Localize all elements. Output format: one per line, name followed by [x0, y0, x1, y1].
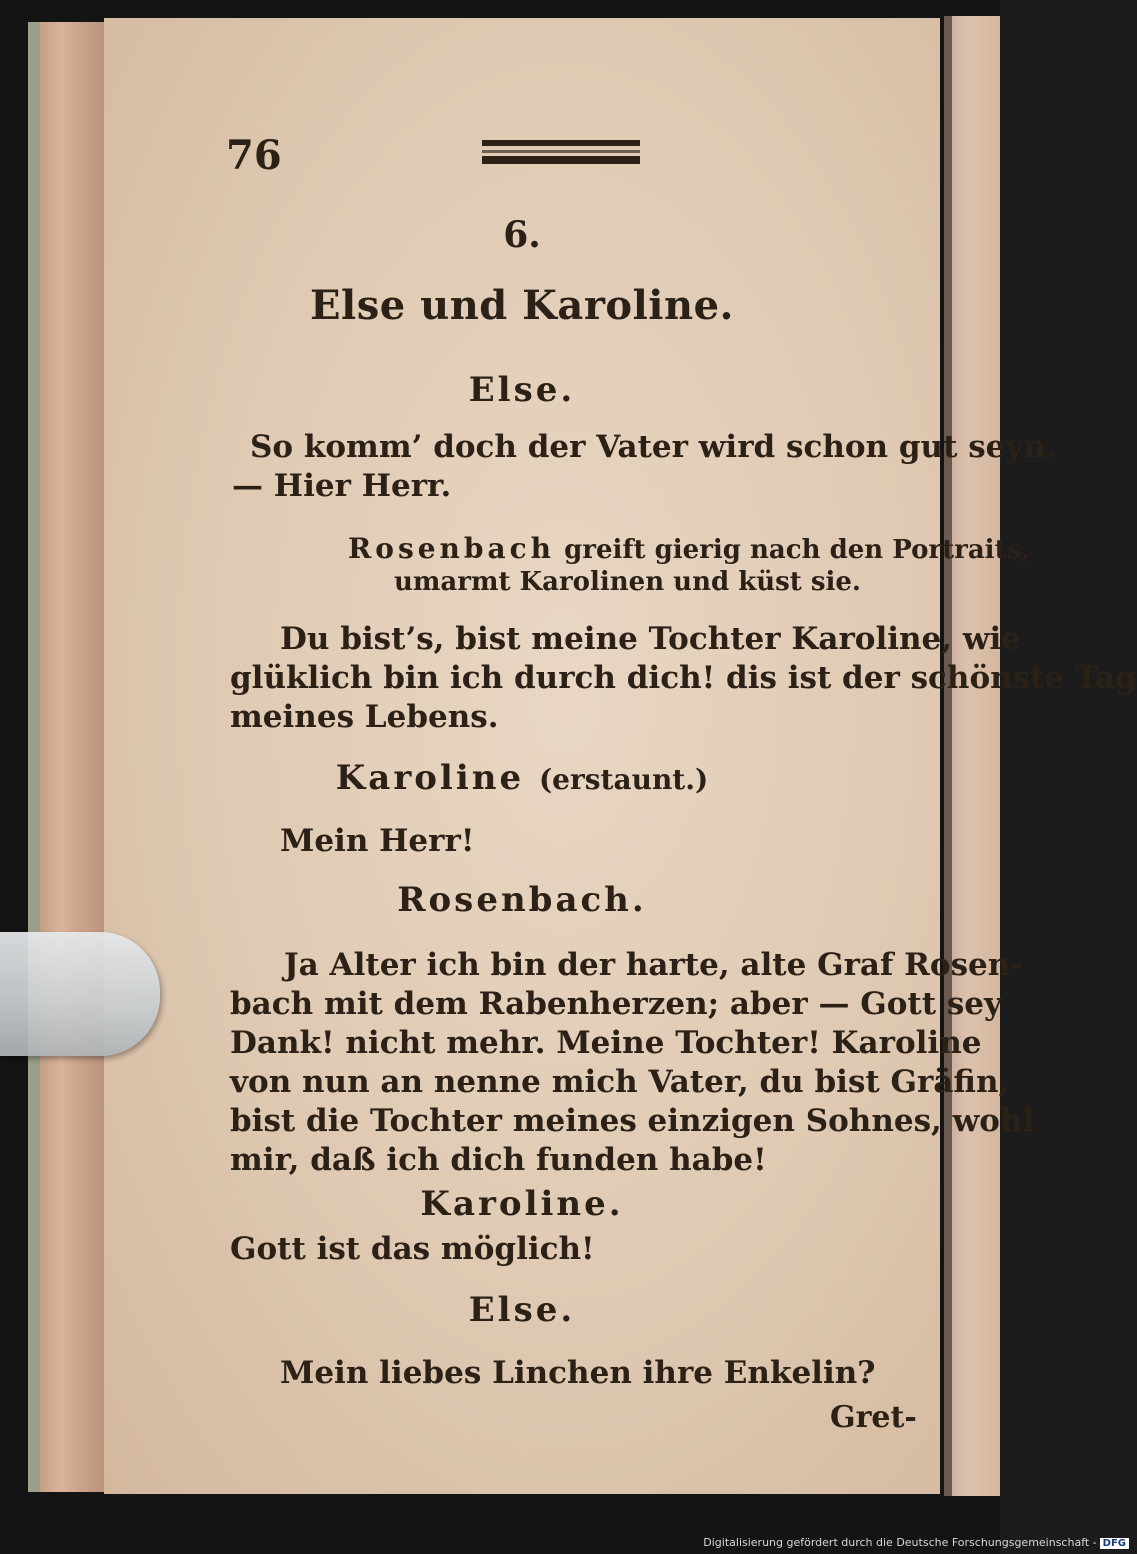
- stage-direction: [348, 532, 1030, 567]
- book-gutter: [944, 16, 952, 1496]
- page-number: 76: [226, 132, 282, 179]
- text-line: Mein Herr!: [280, 823, 475, 859]
- text-line: Gott ist das möglich!: [230, 1231, 595, 1267]
- text-line: Dank! nicht mehr. Meine Tochter! Karoline: [230, 1025, 982, 1061]
- text-line: bist die Tochter meines einzigen Sohnes, wohl: [230, 1103, 1035, 1139]
- stage-character-name: Rosenbach: [348, 532, 556, 565]
- catchword: Gret-: [830, 1400, 917, 1435]
- text-line: mir, daß ich dich funden habe!: [230, 1142, 767, 1178]
- scene-title: Else und Karoline.: [310, 282, 734, 329]
- text-line: — Hier Herr.: [232, 468, 452, 504]
- speaker-name: Karoline: [335, 758, 525, 798]
- text-line: So komm’ doch der Vater wird schon gut seyn.: [250, 429, 1057, 465]
- speaker-karoline: Karoline.: [420, 1184, 624, 1224]
- header-rule: [482, 140, 640, 166]
- dfg-logo: DFG: [1100, 1538, 1129, 1549]
- facing-page: [944, 16, 1000, 1496]
- stage-direction-line: umarmt Karolinen und küst sie.: [394, 567, 861, 597]
- bookmark-clip: [0, 932, 160, 1056]
- speaker-else: Else.: [468, 370, 576, 410]
- stage-text: greift gierig nach den Portraits,: [564, 535, 1031, 565]
- speaker-else: Else.: [468, 1290, 576, 1330]
- digitization-credit: [703, 1536, 1129, 1549]
- page-block-edge: [40, 22, 110, 1492]
- rule-line-top: [482, 140, 640, 146]
- rule-line-bottom: [482, 156, 640, 164]
- speaker-note: (erstaunt.): [538, 763, 709, 796]
- text-line: meines Lebens.: [230, 699, 499, 735]
- text-line: Ja Alter ich bin der harte, alte Graf Rosen-: [284, 947, 1024, 983]
- text-line: glüklich bin ich durch dich! dis ist der schönste Tag: [230, 660, 1137, 696]
- text-line: Du bist’s, bist meine Tochter Karoline, wie: [280, 621, 1022, 657]
- credit-text: Digitalisierung gefördert durch die Deutsche Forschungsgemeinschaft -: [703, 1536, 1097, 1549]
- text-line: bach mit dem Rabenherzen; aber — Gott sey: [230, 986, 1003, 1022]
- rule-line-middle: [482, 150, 640, 153]
- speaker-karoline: [104, 758, 940, 798]
- text-line: Mein liebes Linchen ihre Enkelin?: [280, 1355, 876, 1391]
- text-line: von nun an nenne mich Vater, du bist Gräfin,: [230, 1064, 1010, 1100]
- speaker-rosenbach: Rosenbach.: [397, 880, 647, 920]
- scene-number: 6.: [503, 214, 541, 256]
